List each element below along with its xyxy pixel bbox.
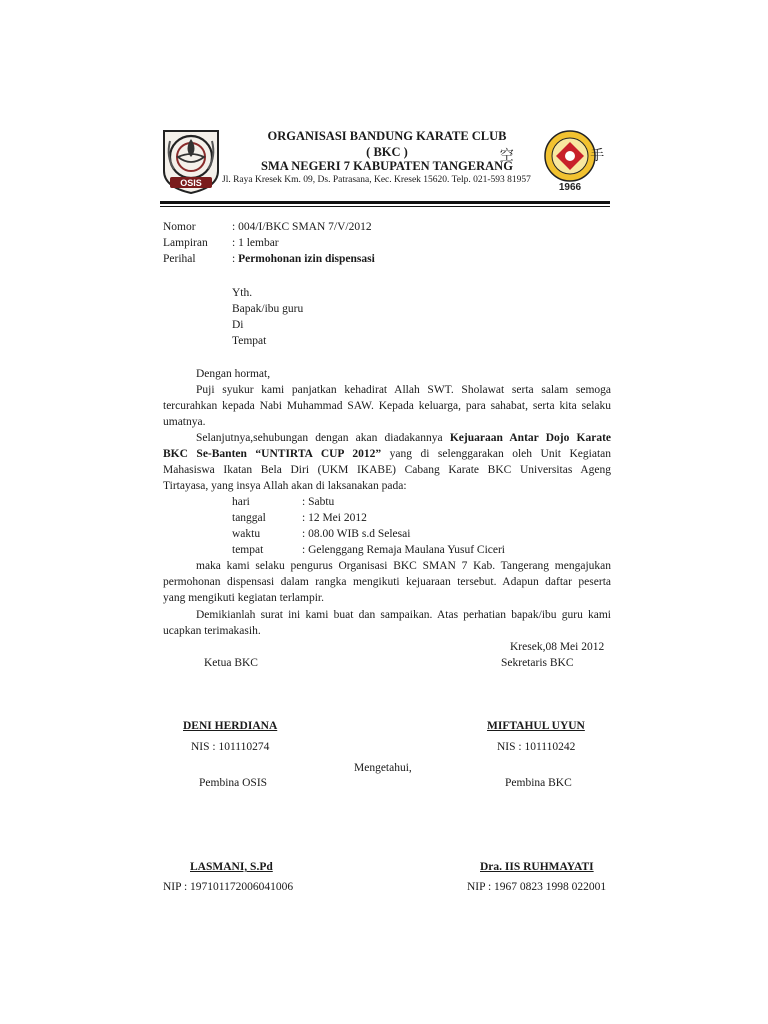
nomor-value: : 004/I/BKC SMAN 7/V/2012	[232, 221, 372, 233]
perihal-field	[232, 253, 375, 265]
right-role-2: Pembina BKC	[505, 777, 572, 789]
school-name: SMA NEGERI 7 KABUPATEN TANGERANG	[261, 159, 513, 173]
place-date: Kresek,08 Mei 2012	[510, 641, 605, 653]
right-role: Sekretaris BKC	[501, 657, 574, 669]
recipient-place: Tempat	[232, 335, 267, 347]
p2-line1-b: Kejuaraan Antar Dojo Karate	[449, 432, 611, 444]
p3-line3: yang mengikuti kegiatan terlampir.	[163, 592, 324, 604]
detail-value: : Sabtu	[302, 496, 335, 508]
right-nis: NIS : 101110242	[497, 741, 576, 753]
p3-line1: maka kami selaku pengurus Organisasi BKC SMAN 7 Kab. Tangerang mengajukan	[196, 560, 611, 572]
acknowledged-label: Mengetahui,	[354, 762, 412, 774]
p2-line2	[163, 448, 611, 460]
perihal-label: Perihal	[163, 253, 196, 265]
right-nip: NIP : 1967 0823 1998 022001	[467, 881, 607, 893]
perihal-colon: :	[232, 253, 239, 265]
p2-line1	[196, 432, 611, 444]
p1-line3: umatnya.	[163, 416, 206, 428]
karate-logo-year: 1966	[558, 182, 582, 193]
karate-logo-kanji: 空 手	[499, 148, 641, 164]
left-nis: NIS : 101110274	[191, 741, 270, 753]
left-role: Ketua BKC	[204, 657, 258, 669]
left-nip: NIP : 197101172006041006	[163, 881, 294, 893]
perihal-value: Permohonan izin dispensasi	[238, 253, 375, 265]
p3-line2: permohonan dispensasi dalam rangka mengikuti kejuaraan tersebut. Adapun daftar peserta	[163, 576, 611, 588]
detail-label: tempat	[232, 544, 264, 556]
p2-line3: Mahasiswa Ikatan Bela Diri (UKM IKABE) Cabang Karate BKC Universitas Ageng	[163, 464, 611, 476]
left-signatory-name: DENI HERDIANA	[183, 720, 278, 732]
osis-logo-text: OSIS	[180, 178, 202, 188]
recipient-name: Bapak/ibu guru	[232, 303, 304, 315]
detail-value: : 08.00 WIB s.d Selesai	[302, 528, 411, 540]
greeting: Dengan hormat,	[196, 368, 271, 380]
p4-line2: ucapkan terimakasih.	[163, 625, 261, 637]
detail-value: : 12 Mei 2012	[302, 512, 367, 524]
left-signatory-name-2: LASMANI, S.Pd	[190, 861, 273, 873]
p2-line4: Tirtayasa, yang insya Allah akan di laksanakan pada:	[163, 480, 407, 492]
p2-line2-b: yang di selenggarakan oleh Unit Kegiatan	[381, 448, 611, 460]
p1-line2: tercurahkan kepada Nabi Muhammad SAW. Kepada keluarga, para sahabat, serta kita selaku	[163, 400, 611, 412]
detail-label: tanggal	[232, 512, 266, 524]
lampiran-label: Lampiran	[163, 237, 208, 249]
detail-label: waktu	[232, 528, 261, 540]
right-signatory-name: MIFTAHUL UYUN	[487, 720, 585, 732]
header-rule-thin	[160, 206, 610, 207]
left-role-2: Pembina OSIS	[199, 777, 268, 789]
header-rule-thick	[160, 201, 610, 204]
detail-label: hari	[232, 496, 250, 508]
address: Jl. Raya Kresek Km. 09, Ds. Patrasana, Kec. Kresek 15620. Telp. 021-593 81957	[222, 175, 531, 185]
recipient-di: Di	[232, 319, 244, 331]
recipient-yth: Yth.	[232, 287, 253, 299]
org-name: ORGANISASI BANDUNG KARATE CLUB	[267, 129, 507, 143]
lampiran-value: : 1 lembar	[232, 237, 279, 249]
nomor-label: Nomor	[163, 221, 196, 233]
p2-line2-a: BKC Se-Banten “UNTIRTA CUP 2012”	[163, 448, 382, 460]
right-signatory-name-2: Dra. IIS RUHMAYATI	[480, 861, 594, 873]
p1-line1: Puji syukur kami panjatkan kehadirat Allah SWT. Sholawat serta salam semoga	[196, 384, 611, 396]
org-abbrev: ( BKC )	[366, 145, 408, 159]
p2-line1-a: Selanjutnya,sehubungan dengan akan diadakannya	[196, 432, 450, 444]
detail-value: : Gelenggang Remaja Maulana Yusuf Ciceri	[302, 544, 505, 556]
p4-line1: Demikianlah surat ini kami buat dan sampaikan. Atas perhatian bapak/ibu guru kami	[196, 609, 611, 621]
